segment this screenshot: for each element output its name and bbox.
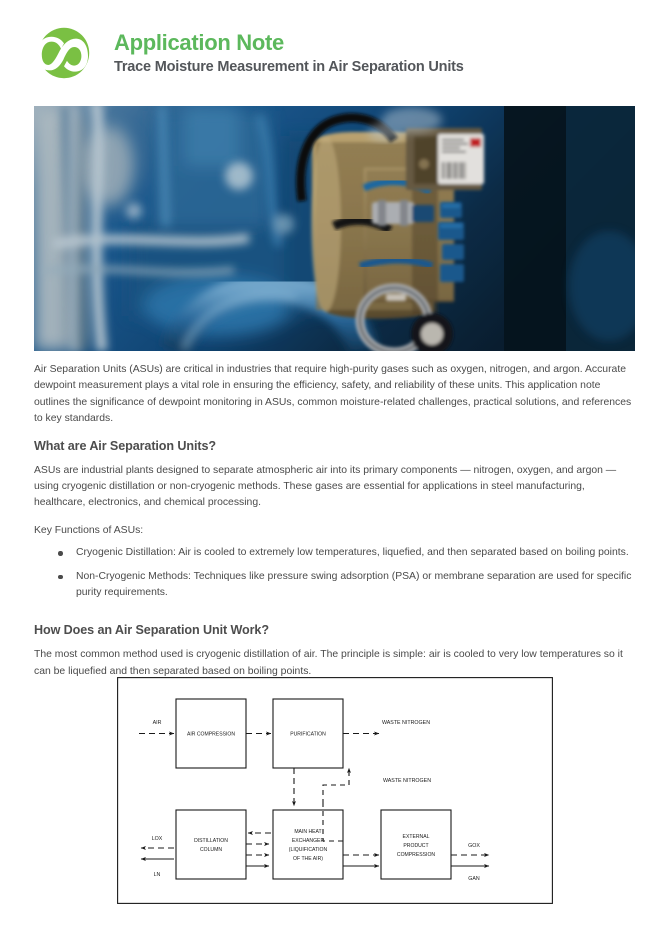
label-air: AIR	[152, 720, 162, 726]
label-main-heat-exchanger-line1: MAIN HEAT	[294, 829, 322, 835]
label-waste-nitrogen-top: WASTE NITROGEN	[381, 720, 431, 726]
label-gox: GOX	[468, 843, 480, 849]
label-main-heat-exchanger-line4: OF THE AIR)	[293, 856, 323, 862]
label-external-product-compression-line1: EXTERNAL	[402, 834, 430, 840]
label-main-heat-exchanger-line3: (LIQUIFICATION	[288, 847, 328, 853]
list-item: Non-Cryogenic Methods: Techniques like pressure swing adsorption (PSA) or membrane separation are used for specific purity requirements.	[56, 569, 635, 602]
box-distillation-column	[176, 810, 246, 879]
label-purification: PURIFICATION	[290, 731, 326, 738]
label-external-product-compression-line2: PRODUCT	[403, 843, 429, 849]
section-heading-how-does-it-work: How Does an Air Separation Unit Work?	[34, 623, 269, 638]
alpha-logo	[34, 23, 94, 83]
label-distillation-column-line1: DISTILLATION	[194, 838, 228, 844]
section-body-how-does-it-work: The most common method used is cryogenic distillation of air. The principle is simple: air is cooled to very low temperatures so it can be liquefied and then separated based on boiling points.	[34, 649, 623, 677]
section-heading-what-are-asus: What are Air Separation Units?	[34, 438, 216, 453]
label-main-heat-exchanger-line2: EXCHANGER	[291, 838, 325, 844]
page-header	[0, 0, 669, 105]
box-main-heat-exchanger	[273, 810, 343, 879]
label-air-compression: AIR COMPRESSION	[186, 731, 236, 738]
key-functions-label: Key Functions of ASUs:	[34, 524, 144, 536]
hero-image	[34, 106, 635, 351]
intro-paragraph: Air Separation Units (ASUs) are critical in industries that require high-purity gases such as oxygen, nitrogen, and argon. Accurate dewpoint measurement plays a vital role in ensuring the efficiency, safety, and reliability of these units. This application note outlines the significance of dewpoint monitoring in ASUs, common moisture-related challenges, practical solutions, and references to key standards.	[34, 364, 632, 425]
header-text-block	[114, 29, 464, 76]
asu-process-flow-diagram	[117, 677, 553, 904]
page-subtitle: Trace Moisture Measurement in Air Separation Units	[114, 59, 464, 76]
key-functions-list	[34, 545, 635, 601]
label-ln: LN	[153, 872, 161, 878]
article-content	[34, 362, 635, 691]
label-distillation-column-line2: COLUMN	[199, 847, 223, 853]
list-item: Cryogenic Distillation: Air is cooled to extremely low temperatures, liquefied, and then separated based on boiling points.	[56, 545, 635, 561]
label-external-product-compression-line3: COMPRESSION	[396, 852, 436, 858]
section-body-what-are-asus: ASUs are industrial plants designed to separate atmospheric air into its primary components — nitrogen, oxygen, and argon — using cryogenic distillation or non-cryogenic methods. These gases are essential for applications in steel manufacturing, healthcare, electronics, and chemical processing.	[34, 464, 617, 509]
label-waste-nitrogen-mid: WASTE NITROGEN	[382, 778, 432, 784]
page-title: Application Note	[114, 30, 284, 56]
label-gan: GAN	[468, 876, 480, 882]
label-lox: LOX	[151, 836, 163, 842]
